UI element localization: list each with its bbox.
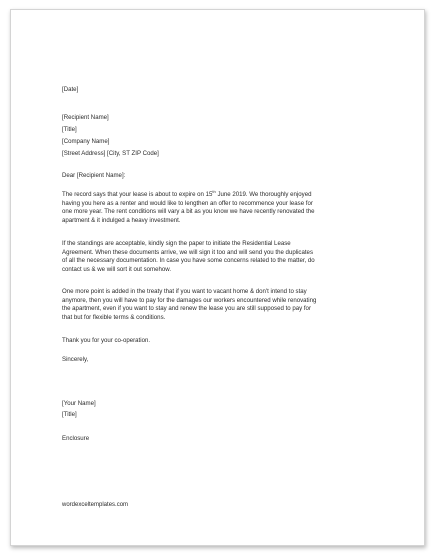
- enclosure-note: Enclosure: [62, 435, 90, 442]
- paragraph-2-line-4: contact us & we will sort it out somehow.: [62, 265, 172, 273]
- recipient-title: [Title]: [62, 126, 77, 133]
- paragraph-3: [62, 288, 392, 322]
- letter-page: [10, 9, 425, 546]
- footer-watermark: wordexceltemplates.com: [62, 502, 129, 508]
- ordinal-suffix: th: [212, 188, 216, 194]
- street-address: [Street Address] [City, ST ZIP Code]: [62, 150, 159, 157]
- closing: Sincerely,: [62, 356, 89, 363]
- sender-name: [Your Name]: [62, 400, 96, 407]
- paragraph-1-line-2: having you here as a renter and would like to lengthen an offer to recommence your lease for: [62, 199, 313, 207]
- salutation: Dear [Recipient Name]:: [62, 172, 126, 179]
- paragraph-3-line-1: One more point is added in the treaty that if you want to vacant home & don't intend to stay: [62, 288, 307, 295]
- paragraph-1: [62, 188, 392, 225]
- paragraph-2-line-1: If the standings are acceptable, kindly sign the paper to initiate the Residential Lease: [62, 240, 291, 247]
- paragraph-1-after-sup: June 2019. We thoroughly enjoyed: [215, 191, 312, 198]
- thanks-line: Thank you for your co-operation.: [62, 337, 151, 344]
- paragraph-3-line-3: the apartment, even if you want to stay and renew the lease you are still supposed to pay for: [62, 305, 311, 313]
- letter-date: [Date]: [62, 86, 79, 93]
- paragraph-2-line-2: Agreement. When these documents arrive, we will sign it too and will send you the duplicates: [62, 248, 313, 256]
- paragraph-3-line-4: that but for flexible terms & conditions.: [62, 313, 166, 321]
- paragraph-2: [62, 240, 392, 274]
- company-name: [Company Name]: [62, 138, 110, 145]
- recipient-name: [Recipient Name]: [62, 114, 109, 121]
- paragraph-3-line-2: anymore, then you will have to pay for the damages our workers encountered while renovating: [62, 296, 317, 304]
- paragraph-1-line-3: one more year. The rent conditions will vary a bit as you know we have recently renovated the: [62, 208, 315, 216]
- sender-title: [Title]: [62, 411, 77, 418]
- paragraph-1-line-4: apartment & it indulged a heavy investment.: [62, 216, 181, 224]
- paragraph-1-line-1: [62, 188, 392, 200]
- paragraph-1-before-sup: The record says that your lease is about to expire on 15: [62, 191, 213, 198]
- paragraph-2-line-3: of all the necessary documentation. In case you have some concerns related to the matter, do: [62, 257, 315, 265]
